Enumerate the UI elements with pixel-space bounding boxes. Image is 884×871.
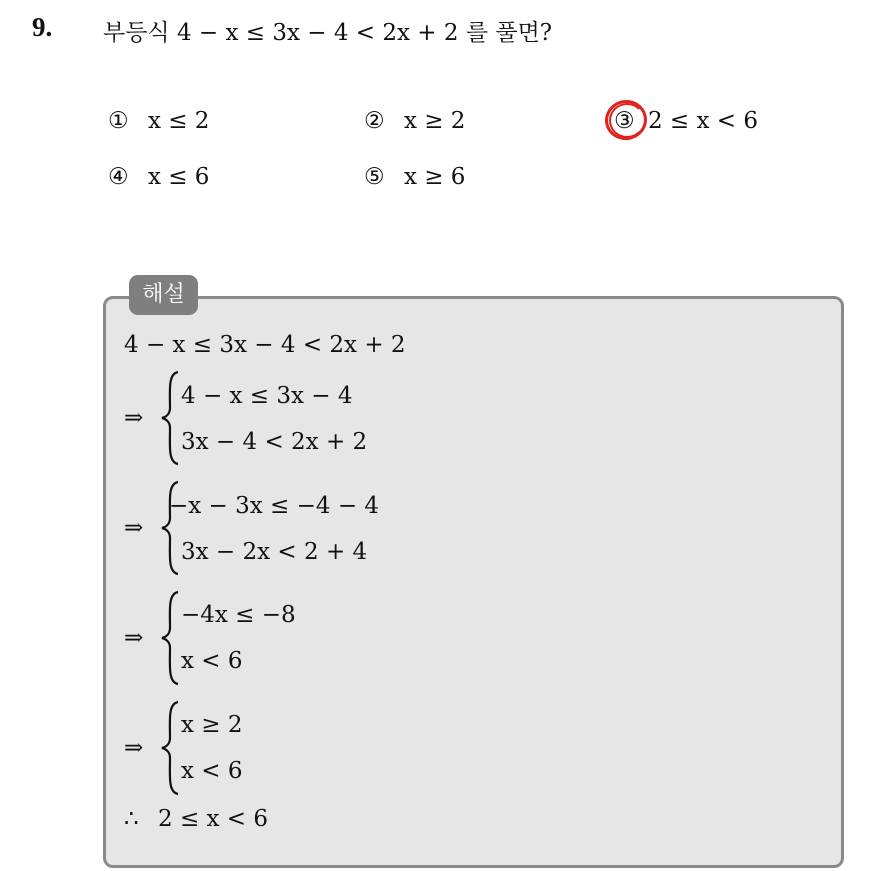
step-2-line-2: 3x − 2x < 2 + 4: [181, 539, 368, 565]
choice-3-text: 2 ≤ x < 6: [647, 108, 758, 134]
choice-2-text: x ≥ 2: [403, 108, 466, 134]
choice-5[interactable]: [364, 164, 465, 190]
step-1-arrow: ⇒: [124, 405, 144, 431]
question-number: 9.: [32, 12, 53, 42]
selected-answer-circle-stroke: [609, 103, 645, 138]
choice-4-text: x ≤ 6: [147, 164, 210, 190]
choice-5-text: x ≥ 6: [403, 164, 466, 190]
step-4-line-2: x < 6: [181, 758, 243, 784]
step-4-line-1: x ≥ 2: [181, 712, 243, 738]
question-text: 부등식 4 − x ≤ 3x − 4 < 2x + 2 를 풀면?: [103, 20, 553, 46]
choice-1-text: x ≤ 2: [147, 108, 210, 134]
choice-4-marker: ④: [108, 164, 129, 190]
choice-2-marker: ②: [364, 108, 385, 134]
step-3-line-1: −4x ≤ −8: [181, 602, 296, 628]
solution-line-0: 4 − x ≤ 3x − 4 < 2x + 2: [124, 332, 406, 358]
choice-1-marker: ①: [108, 108, 129, 134]
choice-1[interactable]: [108, 108, 209, 134]
step-2-arrow: ⇒: [124, 515, 144, 541]
therefore-symbol: ∴: [124, 806, 139, 832]
solution-conclusion: 2 ≤ x < 6: [158, 806, 269, 832]
choice-5-marker: ⑤: [364, 164, 385, 190]
step-4-brace: [160, 700, 182, 796]
choice-3-marker: ③: [614, 108, 635, 134]
step-2-line-1: −x − 3x ≤ −4 − 4: [169, 493, 380, 519]
step-1-brace: [160, 370, 182, 466]
choice-4[interactable]: [108, 164, 209, 190]
step-1-line-1: 4 − x ≤ 3x − 4: [181, 383, 353, 409]
step-4-arrow: ⇒: [124, 735, 144, 761]
step-3-brace: [160, 590, 182, 686]
step-3-line-2: x < 6: [181, 648, 243, 674]
step-1-line-2: 3x − 4 < 2x + 2: [181, 429, 368, 455]
step-3-arrow: ⇒: [124, 625, 144, 651]
choice-2[interactable]: [364, 108, 465, 134]
solution-label: 해설: [129, 275, 198, 315]
